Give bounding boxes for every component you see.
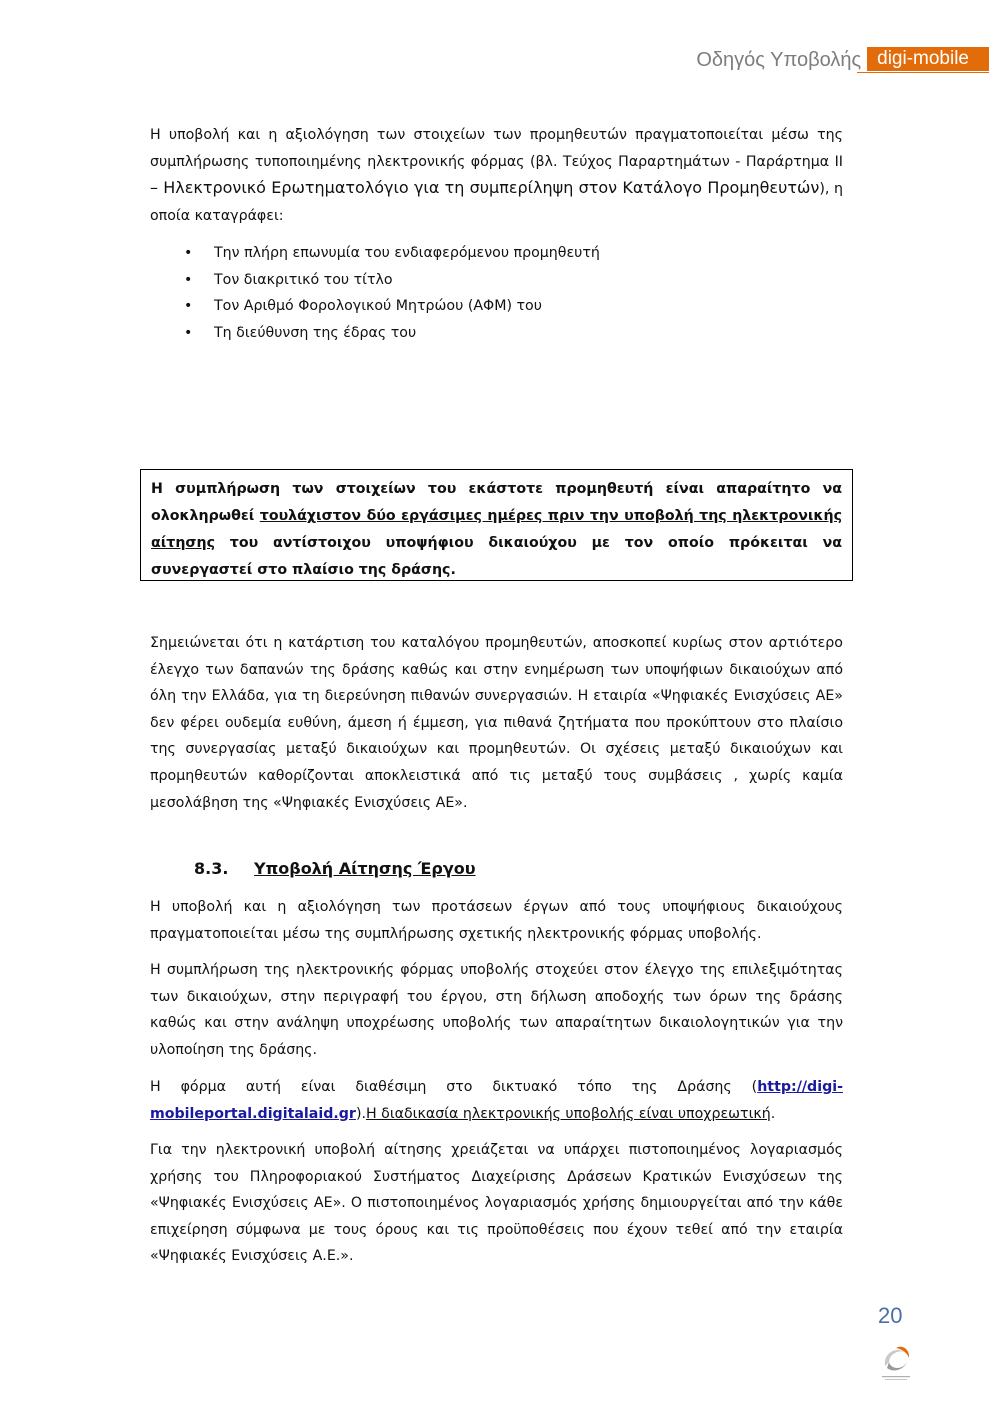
section-number: 8.3. [194, 859, 229, 878]
paragraph-1-text: Η υποβολή και η αξιολόγηση των προτάσεων έργων από τους υποψήφιους δικαιούχους πραγματοποιείται μέσω της συμπλήρωσης σχετικής ηλεκτρονικής φόρμας υποβολής. [150, 899, 843, 942]
paragraph-3-underlined: Η διαδικασία ηλεκτρονικής υποβολής είναι υποχρεωτική [365, 1105, 771, 1122]
section-title: Υποβολή Αίτησης Έργου [254, 859, 476, 878]
intro-paragraph [150, 122, 843, 229]
paragraph-2-text: Η συμπλήρωση της ηλεκτρονικής φόρμας υποβολής στοχεύει στον έλεγχο της επιλεξιμότητας των δικαιούχων, στην περιγραφή του έργου, στη δήλωση αποδοχής των όρων της δράσης καθώς και στην ανάληψη υποχρέωσης υποβολής των απαραίτητων δικαιολογητικών για την υλοποίηση της δράσης. [150, 962, 843, 1058]
paragraph-3-part2: ). [355, 1105, 366, 1122]
portal-link[interactable]: http://digi-mobileportal.digitalaid.gr [150, 1079, 843, 1122]
swirl-logo-icon [879, 1340, 913, 1382]
header-badge: digi-mobile [867, 47, 989, 71]
intro-part3: ), η οποία καταγράφει: [150, 181, 844, 224]
header-guide-label: Οδηγός Υποβολής [696, 49, 862, 71]
list-item: • Τον διακριτικό του τίτλο [150, 267, 843, 294]
requirements-list [150, 240, 843, 346]
notice-part1: Η συμπλήρωση των στοιχείων του εκάστοτε προμηθευτή είναι απαραίτητο να ολοκληρωθεί [151, 481, 842, 524]
paragraph-3-part1: Η φόρμα αυτή είναι διαθέσιμη στο δικτυακό τόπο της Δράσης ( [150, 1079, 758, 1095]
disclaimer-text: Σημειώνεται ότι η κατάρτιση του καταλόγου προμηθευτών, αποσκοπεί κυρίως στον αρτιότερο έλεγχο των δαπανών της δράσης καθώς και στην ενημέρωση των υποψήφιων δικαιούχων από όλη την Ελλάδα, για τη διερεύνηση πιθανών συνεργασιών. Η εταιρία «Ψηφιακές Ενισχύσεις ΑΕ» δεν φέρει ουδεμία ευθύνη, άμεση ή έμμεση, για πιθανά ζητήματα που προκύπτουν στο πλαίσιο της συνεργασίας μεταξύ δικαιούχων και προμηθευτών. Οι σχέσεις μεταξύ δικαιούχων και προμηθευτών καθορίζονται αποκλειστικά από τις μεταξύ τους συμβάσεις , χωρίς καμία μεσολάβηση της «Ψηφιακές Ενισχύσεις ΑΕ». [150, 635, 843, 811]
paragraph-3-part3: . [770, 1105, 776, 1122]
notice-underlined: τουλάχιστον δύο εργάσιμες ημέρες πριν την υποβολή της ηλεκτρονικής αίτησης [151, 508, 842, 551]
page-number: 20 [878, 1303, 903, 1328]
notice-box [140, 469, 853, 581]
list-item: • Τη διεύθυνση της έδρας του [150, 320, 843, 347]
list-item: • Την πλήρη επωνυμία του ενδιαφερόμενου προμηθευτή [150, 240, 843, 267]
paragraph-4-text: Για την ηλεκτρονική υποβολή αίτησης χρειάζεται να υπάρχει πιστοποιημένος λογαριασμός χρήσης του Πληροφοριακού Συστήματος Διαχείρισης Δράσεων Κρατικών Ενισχύσεων της «Ψηφιακές Ενισχύσεις ΑΕ». Ο πιστοποιημένος λογαριασμός χρήσης δημιουργείται από την κάθε επιχείρηση σύμφωνα με τους όρους και τις προϋποθέσεις που έχουν τεθεί από την εταιρία «Ψηφιακές Ενισχύσεις Α.Ε.». [150, 1142, 843, 1265]
list-item: • Τον Αριθμό Φορολογικού Μητρώου (ΑΦΜ) του [150, 293, 843, 320]
notice-part2: του αντίστοιχου υποψήφιου δικαιούχου με τον οποίο πρόκειται να συνεργαστεί στο πλαίσιο της δράσης. [151, 535, 842, 578]
intro-part1: Η υποβολή και η αξιολόγηση των στοιχείων των προμηθευτών πραγματοποιείται μέσω της συμπλήρωσης τυποποιημένης ηλεκτρονικής φόρμας (βλ. Τεύχος Παραρτημάτων - Παράρτημα ΙΙ [150, 127, 843, 170]
paragraph-4 [150, 1137, 843, 1270]
paragraph-1 [150, 894, 843, 947]
paragraph-3 [150, 1074, 843, 1127]
page-header [696, 47, 989, 71]
intro-part2: – Ηλεκτρονικό Ερωτηματολόγιο για τη συμπερίληψη στον Κατάλογο Προμηθευτών [150, 178, 820, 198]
section-heading [194, 856, 476, 882]
header-rule [857, 72, 989, 73]
paragraph-2 [150, 957, 843, 1063]
disclaimer-paragraph [150, 630, 843, 816]
